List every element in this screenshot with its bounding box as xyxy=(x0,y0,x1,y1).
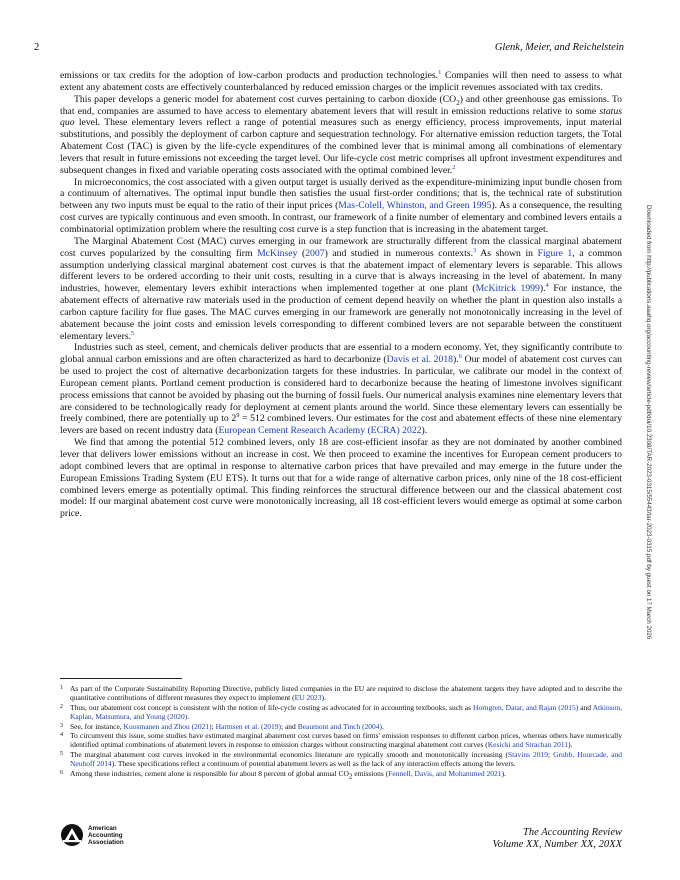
citation-link[interactable]: EU 2023 xyxy=(294,693,322,703)
footnote-ref-6[interactable]: 6 xyxy=(458,353,462,361)
citation-link[interactable]: Davis et al. 2018 xyxy=(386,354,454,366)
citation-link[interactable]: McKinsey xyxy=(257,247,298,259)
citation-link[interactable]: Beaumont and Tinch (2004) xyxy=(297,721,383,731)
citation-link[interactable]: Horngren, Datar, and Rajan (2015) xyxy=(473,702,579,712)
journal-issue: Volume XX, Number XX, 20XX xyxy=(492,839,622,850)
footnote-1: 1 As part of the Corporate Sustainability Reporting Directive, publicly listed companies in the EU are required to disclose the abatement targets they have adopted and to describe the quantitative contributions of different measures they expect to implement (EU 2023). xyxy=(60,684,622,703)
footnote-5: 5 The marginal abatement cost curves invoked in the environmental economics literature are typically smooth and monotonically increasing (Stavins 2019; Grubb, Hourcade, and Neuhoff 2014). These specifications reflect a continuum of potential abatement levers as well as the lack of any interaction effects among the levers. xyxy=(60,749,622,769)
footnote-ref-4[interactable]: 4 xyxy=(545,281,549,289)
citation-link[interactable]: McKitrick 1999 xyxy=(475,283,540,295)
footnote-ref-5[interactable]: 5 xyxy=(131,329,135,337)
logo-text: American Accounting Association xyxy=(88,825,124,846)
paragraph-5: Industries such as steel, cement, and chemicals deliver products that are essential to a modern economy. Yet, they significantly contribute to global annual carbon emissions and are often characterized as hard to decarbonize (Davis et al. 2018).$^6$ Our model of abatement cost curves can be used to project the cost of alternative decarbonization targets for these industries. In particular, we calibrate our model in the context of European cement plants. Portland cement production is considered hard to decarbonize because the heating of limestone involves significant process emissions that cannot be avoided by phasing out the burning of fossil fuels. Our numerical analysis examines nine elementary levers that are considered to be technologically ready for deployment at cement plants around the world. Since these elementary levers can essentially be freely combined, there are potentially up to $2^9 = 512$ combined levers. Our estimates for the cost and abatement effects of these nine elementary levers are based on recent industry data (European Cement Research Academy (ECRA) 2022). xyxy=(60,342,622,437)
footnote-divider xyxy=(60,678,182,679)
footnote-ref-3[interactable]: 3 xyxy=(473,246,477,254)
citation-link[interactable]: Kesicki and Strachan 2011 xyxy=(487,740,569,750)
citation-link[interactable]: Fennell, Davis, and Mohammed 2021 xyxy=(388,768,502,778)
citation-link[interactable]: Harmsen et al. (2019) xyxy=(215,721,282,731)
citation-link[interactable]: Atkinson, Kaplan, Matsumura, and Young (2020) xyxy=(70,702,622,722)
footnote-6: 6 Among these industries, cement alone is responsible for about 8 percent of global annual CO2 emissions (Fennell, Davis, and Mohammed 2021). xyxy=(60,768,506,781)
figure-link[interactable]: Figure 1 xyxy=(537,247,573,259)
footnote-ref-2[interactable]: 2 xyxy=(452,163,456,171)
paragraph-1: emissions or tax credits for the adoption of low-carbon products and production technologies.$^1$ Companies will then need to assess to what extent any abatement costs are effectively counterbalanced by reduced emission charges or the implicit revenues associated with tax credits. xyxy=(60,68,622,93)
journal-info xyxy=(493,827,622,851)
citation-link[interactable]: 2007 xyxy=(305,247,325,259)
download-notice xyxy=(645,205,654,640)
journal-name: The Accounting Review xyxy=(523,827,622,838)
aaa-logo xyxy=(60,823,200,849)
running-head: Glenk, Meier, and Reichelstein xyxy=(494,42,624,53)
paragraph-4: The Marginal Abatement Cost (MAC) curves emerging in our framework are structurally different from the classical marginal abatement cost curves popularized by the consulting firm McKinsey (2007) and studied in numerous contexts.$^3$ As shown in Figure 1, a common assumption underlying classical marginal abatement cost curves is that the abatement impact of elementary levers is separable. This allows different levers to be ordered according to their unit costs, resulting in a curve that is always increasing in the level of abatement. In many industries, however, elementary levers exhibit interactions when implemented together at one plant (McKitrick 1999).$^4$ For instance, the abatement effects of alternative raw materials used in the production of cement depend heavily on whether the plant in question also installs a carbon capture facility for flue gases. The MAC curves emerging in our framework are generally not monotonically increasing in the level of abatement because the joint costs and emission levels corresponding to different combined levers are not separable between the constituent elementary levers.$^5$ xyxy=(60,235,622,342)
paragraph-6: We find that among the potential 512 combined levers, only 18 are cost-efficient insofar as they are not dominated by another combined lever that delivers lower emissions without an increase in cost. We then proceed to examine the incentives for European cement producers to adopt combined levers that are optimal in response to alternative carbon prices that have prevailed and may emerge in the future under the European Emissions Trading System (EU ETS). It turns out that for a wide range of alternative carbon prices, only nine of the 18 cost-efficient combined levers emerge as potentially optimal. This finding reinforces the structural difference between our and the classical abatement cost model: If our marginal abatement cost curve were monotonically increasing, all 18 cost-efficient levers would emerge as optimal at some carbon price. xyxy=(60,437,622,520)
citation-link[interactable]: Kuosmanen and Zhou (2021) xyxy=(123,721,212,731)
body-text xyxy=(60,70,622,520)
page-number: 2 xyxy=(34,42,40,53)
footnote-ref-1[interactable]: 1 xyxy=(438,68,442,76)
paragraph-3: In microeconomics, the cost associated with a given output target is usually derived as the expenditure-minimizing input bundle chosen from a continuum of alternatives. The optimal input bundle then satisfies the usual first-order conditions; that is, the technical rate of substitution between any two inputs must be equal to the ratio of their input prices (Mas-Colell, Whinston, and Green 1995). As a consequence, the resulting cost curves are typically continuous and even smooth. In contrast, our framework of a finite number of elementary and combined levers entails a combinatorial optimization problem where the resulting cost curve is a step function that is increasing in the abatement target. xyxy=(60,176,622,235)
aaa-logo-icon xyxy=(60,823,84,847)
footnote-3: 3 See, for instance, Kuosmanen and Zhou (2021); Harmsen et al. (2019); and Beaumont and Tinch (2004). xyxy=(60,721,384,731)
footnote-2: 2 Thus, our abatement cost concept is consistent with the notion of life-cycle costing as advocated for in accounting textbooks, such as Horngren, Datar, and Rajan (2015) and Atkinson, Kaplan, Matsumura, and Young (2020). xyxy=(60,702,622,722)
citation-link[interactable]: Stavins 2019 xyxy=(507,749,549,759)
citation-link[interactable]: Grubb, Hourcade, and Neuhoff 2014 xyxy=(70,749,622,769)
citation-link[interactable]: European Cement Research Academy (ECRA) 2022 xyxy=(218,425,422,437)
footnotes xyxy=(60,684,622,781)
footnote-4: 4 To circumvent this issue, some studies have estimated marginal abatement cost curves based on firms' emission responses to different carbon prices, whereas others have numerically identified optimal combinations of abatement levers in response to emission charges without constructing marginal abatement cost curves (Kesicki and Strachan 2011). xyxy=(60,731,622,750)
citation-link[interactable]: Mas-Colell, Whinston, and Green 1995 xyxy=(338,200,492,212)
paragraph-2: This paper develops a generic model for abatement cost curves pertaining to carbon dioxide $(CO_2)$ and other greenhouse gas emissions. To that end, companies are assumed to have access to elementary abatement levers that will result in emission reductions relative to some status quo level. These elementary levers reflect a range of potential measures such as energy efficiency, process improvements, input material substitutions, and possibly the deployment of carbon capture and sequestration technology. For alternative emission reduction targets, the Total Abatement Cost (TAC) is given by the life-cycle expenditures of the combined lever that is minimal among all combinations of elementary levers that result in future emissions not exceeding the target level. Our life-cycle cost metric comprises all upfront investment expenditures and subsequent changes in fixed and variable operating costs associated with the optimal combined lever.$^2$ xyxy=(60,93,622,176)
download-notice-text: Downloaded from http://publications.aaahq.org/accounting-review/article-pdf/doi/10.2308/TAR-2023-0315/55443/tar-2023-0315.pdf by guest on 17 March 2026 xyxy=(645,205,652,640)
